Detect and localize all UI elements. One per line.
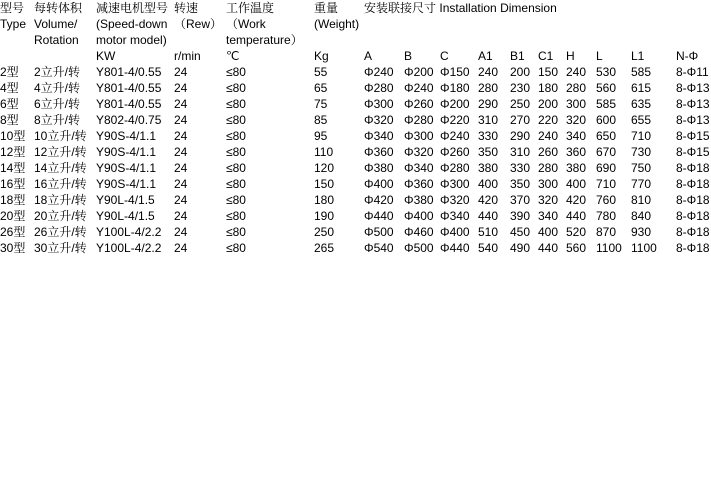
cell-motor-model: Y90L-4/1.5	[96, 209, 155, 223]
cell-dim-B1: 390	[510, 209, 531, 223]
cell-type: 26型	[0, 225, 26, 239]
cell-dim-B1: 230	[510, 81, 531, 95]
cell-work-temperature: ≤80	[226, 177, 246, 191]
cell-dim-B: Φ240	[404, 81, 434, 95]
cell-dim-H: 560	[566, 241, 587, 255]
cell-dim-C1: 150	[538, 65, 559, 79]
cell-rotation-speed: 24	[174, 161, 188, 175]
cell-dim-B1: 200	[510, 65, 531, 79]
cell-weight: 55	[314, 65, 328, 79]
cell-dim-L: 530	[596, 65, 617, 79]
cell-dim-A1: 540	[478, 241, 499, 255]
dim-label-B1: B1	[510, 49, 525, 63]
cell-dim-L: 650	[596, 129, 617, 143]
cell-dim-C: Φ200	[440, 97, 470, 111]
table-row	[0, 80, 711, 96]
cell-volume: 10立升/转	[34, 129, 87, 143]
cell-dim-N: 8-Φ13	[676, 81, 710, 95]
cell-dim-C: Φ320	[440, 193, 470, 207]
cell-dim-H: 420	[566, 193, 587, 207]
header-volume	[34, 0, 96, 48]
cell-dimensions	[364, 176, 711, 192]
cell-weight: 95	[314, 129, 328, 143]
cell-dim-A: Φ340	[364, 129, 394, 143]
table-row	[0, 96, 711, 112]
cell-rotation-speed: 24	[174, 177, 188, 191]
cell-type: 2型	[0, 65, 19, 79]
cell-dim-N: 8-Φ18	[676, 193, 710, 207]
unit-dimension-labels	[364, 48, 711, 64]
cell-dim-L: 760	[596, 193, 617, 207]
cell-dim-L1: 930	[631, 225, 652, 239]
header-installation-dimension-en: Installation Dimension	[439, 1, 557, 15]
dim-label-A: A	[364, 49, 373, 63]
cell-dim-B: Φ380	[404, 193, 434, 207]
cell-dim-B1: 270	[510, 113, 531, 127]
cell-dim-C1: 400	[538, 225, 559, 239]
dim-label-A1: A1	[478, 49, 493, 63]
cell-dim-A: Φ540	[364, 241, 394, 255]
cell-rotation-speed: 24	[174, 209, 188, 223]
cell-type: 8型	[0, 113, 19, 127]
cell-dim-A: Φ240	[364, 65, 394, 79]
unit-weight: Kg	[314, 49, 329, 63]
cell-work-temperature: ≤80	[226, 161, 246, 175]
cell-dim-A1: 240	[478, 65, 499, 79]
cell-weight: 190	[314, 209, 335, 223]
header-rotation-speed-en: （Rew）	[174, 17, 223, 31]
cell-dim-C: Φ440	[440, 241, 470, 255]
cell-work-temperature: ≤80	[226, 65, 246, 79]
header-motor-model-en: (Speed-down motor model)	[96, 17, 168, 47]
header-row	[0, 0, 711, 48]
table-row	[0, 224, 711, 240]
cell-rotation-speed: 24	[174, 65, 188, 79]
header-motor-model	[96, 0, 174, 48]
cell-dim-B: Φ280	[404, 113, 434, 127]
header-work-temperature	[226, 0, 314, 48]
cell-dim-H: 380	[566, 161, 587, 175]
header-type-cn: 型号	[0, 1, 25, 15]
cell-volume: 20立升/转	[34, 209, 87, 223]
cell-motor-model: Y90S-4/1.1	[96, 145, 157, 159]
cell-dim-B: Φ360	[404, 177, 434, 191]
cell-motor-model: Y90S-4/1.1	[96, 177, 157, 191]
cell-dim-A: Φ320	[364, 113, 394, 127]
cell-dim-C: Φ280	[440, 161, 470, 175]
cell-work-temperature: ≤80	[226, 209, 246, 223]
cell-work-temperature: ≤80	[226, 129, 246, 143]
cell-dimensions	[364, 64, 711, 80]
cell-dim-B1: 330	[510, 161, 531, 175]
cell-dim-L1: 655	[631, 113, 652, 127]
table-row	[0, 64, 711, 80]
cell-dim-A: Φ280	[364, 81, 394, 95]
cell-weight: 85	[314, 113, 328, 127]
cell-type: 30型	[0, 241, 26, 255]
cell-dim-A: Φ400	[364, 177, 394, 191]
units-row	[0, 48, 711, 64]
cell-dimensions	[364, 240, 711, 256]
cell-dim-C: Φ400	[440, 225, 470, 239]
cell-dim-L1: 635	[631, 97, 652, 111]
cell-motor-model: Y802-4/0.75	[96, 113, 162, 127]
cell-dimensions	[364, 192, 711, 208]
cell-motor-model: Y801-4/0.55	[96, 97, 162, 111]
cell-dim-B: Φ260	[404, 97, 434, 111]
cell-dim-C1: 240	[538, 129, 559, 143]
cell-dimensions	[364, 160, 711, 176]
cell-dim-L1: 710	[631, 129, 652, 143]
cell-volume: 12立升/转	[34, 145, 87, 159]
header-installation-dimension-cn: 安装联接尺寸	[364, 1, 437, 15]
cell-type: 20型	[0, 209, 26, 223]
cell-dim-C1: 340	[538, 209, 559, 223]
unit-volume	[34, 48, 96, 64]
cell-dim-A: Φ440	[364, 209, 394, 223]
cell-dim-N: 8-Φ18	[676, 241, 710, 255]
header-work-temperature-cn: 工作温度	[226, 1, 275, 15]
cell-weight: 265	[314, 241, 335, 255]
cell-volume: 4立升/转	[34, 81, 81, 95]
cell-dim-B1: 370	[510, 193, 531, 207]
table-row	[0, 240, 711, 256]
cell-work-temperature: ≤80	[226, 81, 246, 95]
cell-dim-A1: 510	[478, 225, 499, 239]
cell-dimensions	[364, 80, 711, 96]
cell-motor-model: Y801-4/0.55	[96, 65, 162, 79]
cell-dim-B1: 290	[510, 129, 531, 143]
cell-dim-H: 300	[566, 97, 587, 111]
cell-rotation-speed: 24	[174, 97, 188, 111]
cell-dim-A: Φ500	[364, 225, 394, 239]
cell-dim-L1: 585	[631, 65, 652, 79]
cell-dim-N: 8-Φ11	[676, 65, 709, 79]
cell-dim-H: 280	[566, 81, 587, 95]
dim-label-C: C	[440, 49, 449, 63]
cell-dim-B1: 350	[510, 177, 531, 191]
cell-dim-H: 400	[566, 177, 587, 191]
cell-rotation-speed: 24	[174, 113, 188, 127]
table-row	[0, 160, 711, 176]
cell-dim-L1: 750	[631, 161, 652, 175]
header-weight-en: (Weight)	[314, 17, 360, 31]
cell-dim-L1: 770	[631, 177, 652, 191]
cell-volume: 18立升/转	[34, 193, 87, 207]
header-volume-en: Volume/ Rotation	[34, 17, 79, 47]
cell-rotation-speed: 24	[174, 129, 188, 143]
cell-dim-L: 870	[596, 225, 617, 239]
cell-dim-A1: 310	[478, 113, 499, 127]
cell-work-temperature: ≤80	[226, 113, 246, 127]
cell-dim-A1: 280	[478, 81, 499, 95]
cell-dim-C1: 260	[538, 145, 559, 159]
cell-dim-C: Φ240	[440, 129, 470, 143]
cell-dim-H: 240	[566, 65, 587, 79]
header-type-en: Type	[0, 17, 27, 31]
cell-dim-L1: 730	[631, 145, 652, 159]
cell-dim-N: 8-Φ15	[676, 145, 710, 159]
cell-dim-A1: 350	[478, 145, 499, 159]
cell-weight: 110	[314, 145, 334, 159]
header-work-temperature-en: （Work temperature）	[226, 17, 303, 47]
cell-dim-A: Φ420	[364, 193, 394, 207]
dim-label-L: L	[596, 49, 603, 63]
header-type	[0, 0, 34, 48]
cell-dim-L: 560	[596, 81, 617, 95]
cell-dim-N: 8-Φ13	[676, 113, 710, 127]
header-rotation-speed	[174, 0, 226, 48]
cell-dim-C1: 180	[538, 81, 559, 95]
cell-volume: 16立升/转	[34, 177, 87, 191]
cell-dim-B: Φ460	[404, 225, 434, 239]
table-head	[0, 0, 711, 64]
cell-dim-H: 340	[566, 129, 587, 143]
cell-dim-N: 8-Φ18	[676, 225, 710, 239]
dim-label-C1: C1	[538, 49, 554, 63]
cell-dimensions	[364, 208, 711, 224]
cell-dim-A: Φ380	[364, 161, 394, 175]
cell-dim-A: Φ300	[364, 97, 394, 111]
cell-dim-C: Φ150	[440, 65, 470, 79]
cell-volume: 2立升/转	[34, 65, 81, 79]
cell-dim-A1: 290	[478, 97, 499, 111]
cell-dim-B: Φ340	[404, 161, 434, 175]
cell-motor-model: Y90L-4/1.5	[96, 193, 155, 207]
cell-dim-L1: 810	[631, 193, 652, 207]
cell-rotation-speed: 24	[174, 241, 188, 255]
header-weight-cn: 重量	[314, 1, 339, 15]
cell-dimensions	[364, 224, 711, 240]
cell-rotation-speed: 24	[174, 193, 188, 207]
cell-dim-A1: 440	[478, 209, 499, 223]
dim-label-N: N-Φ	[676, 49, 699, 63]
cell-type: 12型	[0, 145, 26, 159]
cell-dim-N: 8-Φ18	[676, 161, 710, 175]
cell-dim-L: 690	[596, 161, 617, 175]
cell-work-temperature: ≤80	[226, 97, 246, 111]
cell-dim-B: Φ300	[404, 129, 434, 143]
cell-dim-B1: 490	[510, 241, 531, 255]
cell-dimensions	[364, 144, 711, 160]
dim-label-B: B	[404, 49, 413, 63]
cell-dim-L: 585	[596, 97, 617, 111]
cell-volume: 8立升/转	[34, 113, 81, 127]
cell-dim-L: 670	[596, 145, 617, 159]
cell-dim-A1: 420	[478, 193, 499, 207]
cell-dim-N: 8-Φ13	[676, 97, 710, 111]
cell-dim-C1: 320	[538, 193, 559, 207]
cell-dim-C: Φ180	[440, 81, 470, 95]
cell-dim-C1: 440	[538, 241, 559, 255]
table-row	[0, 176, 711, 192]
table-row	[0, 128, 711, 144]
cell-dim-C: Φ260	[440, 145, 470, 159]
header-rotation-speed-cn: 转速	[174, 1, 199, 15]
cell-dim-C: Φ300	[440, 177, 470, 191]
cell-dim-H: 440	[566, 209, 587, 223]
cell-dim-A1: 400	[478, 177, 499, 191]
table-row	[0, 112, 711, 128]
cell-weight: 180	[314, 193, 335, 207]
table-row	[0, 144, 711, 160]
cell-dim-C: Φ340	[440, 209, 470, 223]
unit-type	[0, 48, 34, 64]
cell-type: 4型	[0, 81, 19, 95]
cell-dim-L: 710	[596, 177, 617, 191]
cell-motor-model: Y100L-4/2.2	[96, 241, 162, 255]
cell-dimensions	[364, 112, 711, 128]
cell-dim-N: 8-Φ15	[676, 129, 710, 143]
cell-type: 14型	[0, 161, 26, 175]
cell-dim-C: Φ220	[440, 113, 470, 127]
cell-dim-A1: 330	[478, 129, 499, 143]
cell-dim-B: Φ400	[404, 209, 434, 223]
cell-dim-L1: 615	[631, 81, 652, 95]
cell-dim-B: Φ500	[404, 241, 434, 255]
cell-volume: 30立升/转	[34, 241, 87, 255]
cell-motor-model: Y90S-4/1.1	[96, 129, 157, 143]
unit-rotation-speed: r/min	[174, 49, 201, 63]
cell-type: 10型	[0, 129, 26, 143]
dim-label-H: H	[566, 49, 575, 63]
cell-dim-A1: 380	[478, 161, 499, 175]
cell-dimensions	[364, 128, 711, 144]
cell-dim-A: Φ360	[364, 145, 394, 159]
cell-dimensions	[364, 96, 711, 112]
cell-dim-L: 600	[596, 113, 617, 127]
cell-motor-model: Y801-4/0.55	[96, 81, 162, 95]
cell-dim-H: 320	[566, 113, 587, 127]
cell-rotation-speed: 24	[174, 81, 188, 95]
cell-weight: 65	[314, 81, 328, 95]
table-body	[0, 64, 711, 256]
header-motor-model-cn: 减速电机型号	[96, 1, 169, 15]
cell-dim-H: 360	[566, 145, 587, 159]
header-weight	[314, 0, 364, 48]
cell-work-temperature: ≤80	[226, 145, 246, 159]
cell-motor-model: Y100L-4/2.2	[96, 225, 162, 239]
cell-dim-B: Φ320	[404, 145, 434, 159]
cell-work-temperature: ≤80	[226, 193, 246, 207]
cell-volume: 26立升/转	[34, 225, 87, 239]
cell-dim-B1: 450	[510, 225, 531, 239]
cell-dim-L1: 1100	[631, 241, 657, 255]
cell-weight: 120	[314, 161, 335, 175]
table-row	[0, 192, 711, 208]
cell-volume: 6立升/转	[34, 97, 81, 111]
cell-dim-L1: 840	[631, 209, 652, 223]
cell-dim-C1: 300	[538, 177, 559, 191]
unit-motor-model: KW	[96, 49, 116, 63]
cell-dim-L: 1100	[596, 241, 622, 255]
table-row	[0, 208, 711, 224]
cell-type: 16型	[0, 177, 26, 191]
cell-rotation-speed: 24	[174, 225, 188, 239]
cell-dim-L: 780	[596, 209, 617, 223]
header-installation-dimension	[364, 0, 711, 48]
cell-weight: 75	[314, 97, 328, 111]
cell-dim-N: 8-Φ18	[676, 209, 710, 223]
cell-type: 18型	[0, 193, 26, 207]
cell-motor-model: Y90S-4/1.1	[96, 161, 157, 175]
cell-dim-B1: 250	[510, 97, 531, 111]
cell-volume: 14立升/转	[34, 161, 87, 175]
cell-work-temperature: ≤80	[226, 241, 246, 255]
unit-work-temperature: ℃	[226, 49, 240, 63]
cell-dim-C1: 220	[538, 113, 559, 127]
dim-label-L1: L1	[631, 49, 645, 63]
header-volume-cn: 每转体积	[34, 1, 83, 15]
cell-weight: 250	[314, 225, 335, 239]
cell-dim-C1: 200	[538, 97, 559, 111]
cell-dim-N: 8-Φ18	[676, 177, 710, 191]
cell-rotation-speed: 24	[174, 145, 188, 159]
cell-type: 6型	[0, 97, 19, 111]
cell-dim-B: Φ200	[404, 65, 434, 79]
cell-work-temperature: ≤80	[226, 225, 246, 239]
cell-weight: 150	[314, 177, 335, 191]
cell-dim-C1: 280	[538, 161, 559, 175]
cell-dim-H: 520	[566, 225, 587, 239]
cell-dim-B1: 310	[510, 145, 531, 159]
